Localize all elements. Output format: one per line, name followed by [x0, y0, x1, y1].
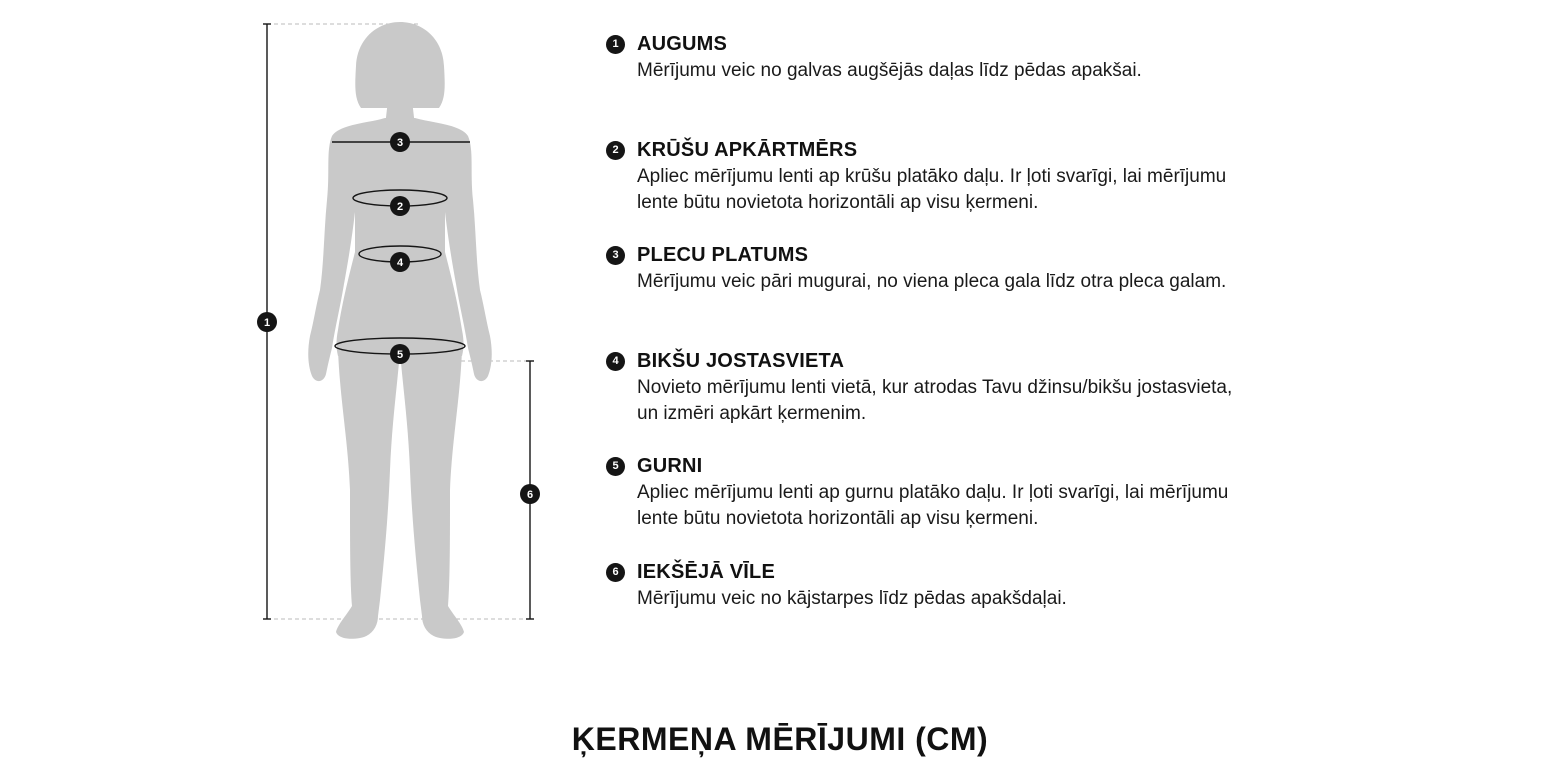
measurement-description: Apliec mērījumu lenti ap gurnu platāko daļu. Ir ļoti svarīgi, lai mērījumu lente būtu novietota horizontāli ap visu ķermeni. — [637, 482, 1229, 530]
measurement-description: Mērījumu veic no galvas augšējās daļas līdz pēdas apakšai. — [637, 60, 1142, 81]
measurement-description: Novieto mērījumu lenti vietā, kur atrodas Tavu džinsu/bikšu jostasvieta, un izmēri apkārt ķermenim. — [637, 376, 1233, 424]
measurement-item — [606, 452, 1246, 558]
silhouette-left-leg — [336, 350, 400, 639]
body-measurement-figure — [240, 0, 560, 660]
measurement-item — [606, 241, 1246, 347]
marker-1-label: 1 — [263, 317, 271, 329]
measurement-description: Apliec mērījumu lenti ap krūšu platāko daļu. Ir ļoti svarīgi, lai mērījumu lente būtu novietota horizontāli ap visu ķermeni. — [637, 165, 1227, 213]
section-title: ĶERMEŅA MĒRĪJUMI (CM) — [571, 721, 989, 757]
number-badge: 2 — [606, 141, 625, 160]
marker-5-label: 5 — [396, 349, 404, 361]
measurement-title: KRŪŠU APKĀRTMĒRS — [637, 138, 858, 161]
measurement-title: IEKŠĒJĀ VĪLE — [637, 560, 775, 583]
silhouette-right-leg — [400, 350, 464, 639]
silhouette-torso — [308, 118, 491, 381]
measurement-title: BIKŠU JOSTASVIETA — [637, 349, 845, 372]
measurement-title: AUGUMS — [637, 33, 728, 55]
marker-4-label: 4 — [396, 257, 404, 269]
marker-2-label: 2 — [396, 201, 404, 213]
measurement-description: Mērījumu veic pāri mugurai, no viena pleca gala līdz otra pleca galam. — [637, 271, 1227, 293]
number-badge: 1 — [606, 35, 625, 54]
measurement-description: Mērījumu veic no kājstarpes līdz pēdas apakšdaļai. — [637, 587, 1067, 609]
measurement-title: PLECU PLATUMS — [637, 244, 809, 267]
measurement-item — [606, 136, 1246, 242]
marker-3 — [390, 132, 410, 152]
silhouette-hair — [355, 22, 444, 108]
number-badge: 5 — [606, 457, 625, 476]
marker-5 — [390, 344, 410, 364]
measurement-item — [606, 558, 1246, 664]
measurement-item — [606, 347, 1246, 453]
marker-1 — [257, 312, 277, 332]
measurement-item — [606, 30, 1246, 136]
marker-2 — [390, 196, 410, 216]
number-badge: 4 — [606, 352, 625, 371]
body-silhouette — [308, 22, 491, 639]
marker-4 — [390, 252, 410, 272]
number-badge: 6 — [606, 563, 625, 582]
number-badge: 3 — [606, 246, 625, 265]
marker-6 — [520, 484, 540, 504]
measurement-list — [606, 30, 1246, 664]
marker-3-label: 3 — [396, 137, 404, 149]
measurement-title: GURNI — [637, 455, 703, 478]
marker-6-label: 6 — [526, 489, 534, 501]
